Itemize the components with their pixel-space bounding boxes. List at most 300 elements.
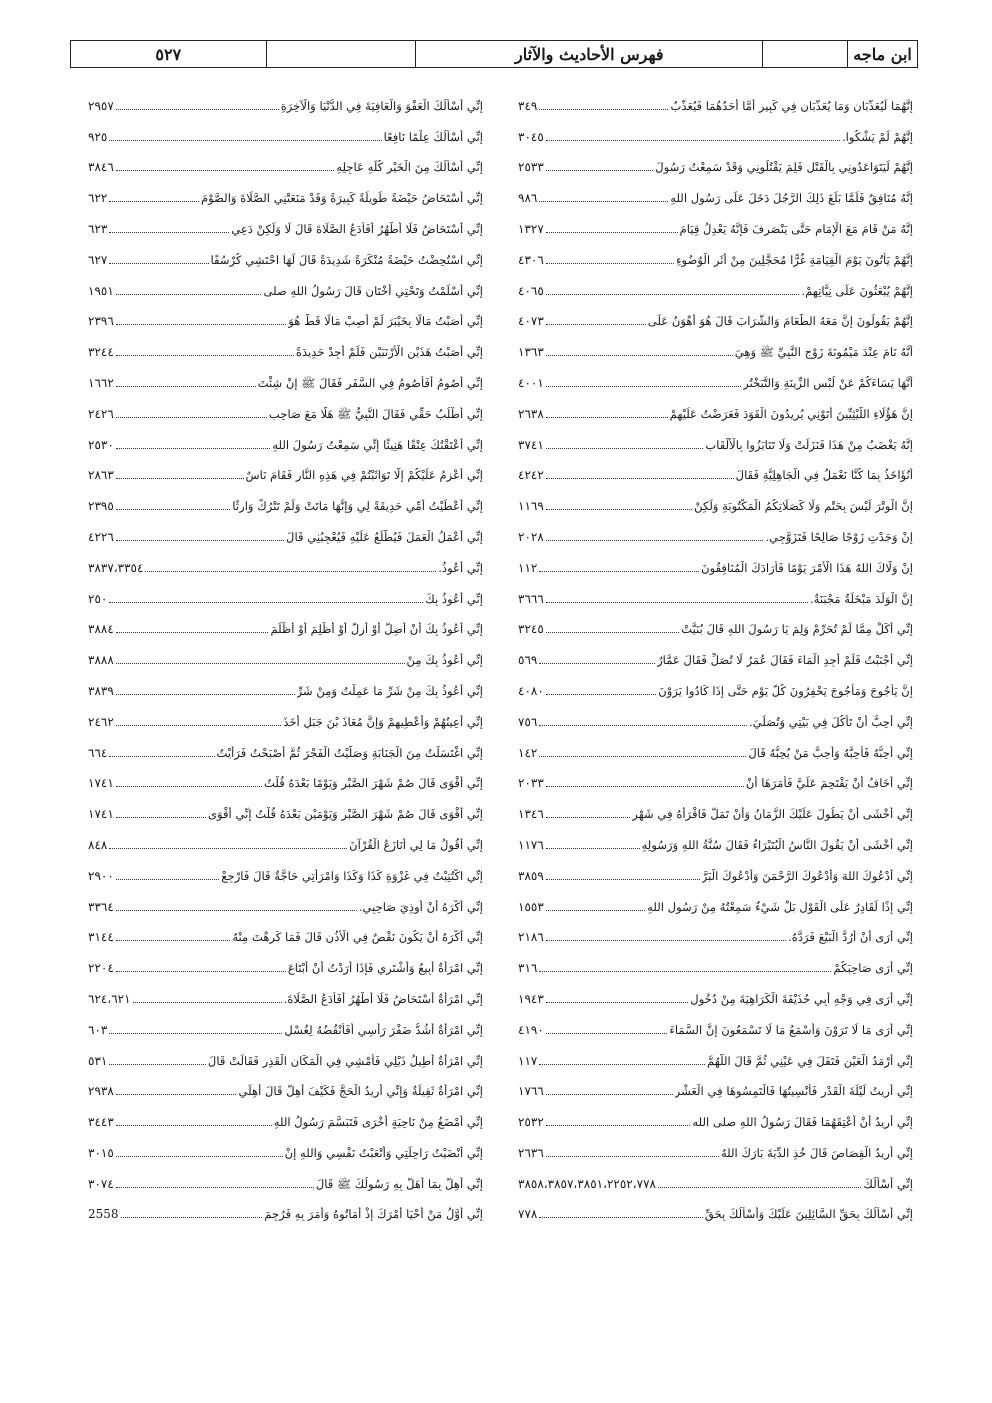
index-entry (518, 144, 913, 175)
hadith-incipit: إِنِّي أَكْرَهُ أَنْ أُوذِيَ صَاحِبِي. (358, 899, 483, 914)
leader-dots (109, 1064, 206, 1065)
leader-dots (546, 602, 808, 603)
index-entry (88, 1037, 483, 1068)
index-entry (518, 1068, 913, 1099)
hadith-incipit: إِنِّي أَعُوذُ بِكَ أَنْ أَضِلَّ أَوْ أَزِلَّ أَوْ أَظْلِمَ أَوْ أُظْلَمَ (270, 622, 483, 637)
hadith-incipit: إِنِّي أَعُوذُ بِكَ مِنْ شَرِّ مَا عَمِلْتُ وَمِنْ شَرِّ (296, 683, 483, 698)
hadith-incipit: إِنَّهُمْ لَمْ يَشْكُوا. (842, 129, 913, 144)
hadith-number: ٢٢٠٤ (88, 961, 114, 976)
leader-dots (546, 694, 656, 695)
hadith-number: ٢٠٣٣ (518, 776, 544, 791)
leader-dots (546, 140, 840, 141)
index-entry (518, 821, 913, 852)
hadith-incipit: إِنِّي أَقُولُ مَا لِي أُنَازَعُ الْقُرْآنَ (349, 837, 483, 852)
hadith-incipit: إِنَّهُمْ لَيَتَوَاعَدُونِي بِالْقَتْلِ فَلِمَ يَقْتُلُونِي وَقَدْ سَمِعْتُ رَسُولَ (655, 160, 913, 175)
hadith-incipit: إِنِّي أَعُوذُ بِكَ مِنْ (406, 653, 483, 668)
index-entry (88, 975, 483, 1006)
index-entry (88, 821, 483, 852)
hadith-incipit: إِنِّي أَخْشَى أَنْ يَطُولَ عَلَيْكَ الزَّمَانُ وَأَنْ تَمَلَّ فَاقْرَأْهُ فِي شَهْرٍ (632, 807, 913, 822)
page-header (70, 40, 918, 68)
index-entry (88, 113, 483, 144)
leader-dots (546, 448, 704, 449)
hadith-incipit: إِنَّ الْوِتْرَ لَيْسَ بِحَتْمٍ وَلَا كَصَلَاتِكُمُ الْمَكْتُوبَةِ وَلَكِنْ (694, 499, 913, 514)
leader-dots (546, 879, 700, 880)
hadith-incipit: إِنِّي امْرَأَةٌ أُسْتَحَاضُ فَلَا أَطْهُرُ أَفَأَدَعُ الصَّلَاةَ. (283, 991, 483, 1006)
hadith-number: ٣٠١٥ (88, 1145, 114, 1160)
index-entry (88, 1006, 483, 1037)
index-entry (518, 667, 913, 698)
leader-dots (116, 971, 286, 972)
hadith-incipit: إِنِّي أَكْرَهُ أَنْ يَكُونَ نَقْصٌ فِي الْأُذُنِ قَالَ فَمَا كَرِهْتَ مِنْهُ (232, 930, 483, 945)
leader-dots (116, 1094, 237, 1095)
hadith-incipit: إِنِّي أَعْزِمُ عَلَيْكُمْ إِلَّا تَوَاثَبْتُمْ فِي هَذِهِ النَّارِ فَقَامَ نَاسٌ (245, 468, 483, 483)
leader-dots (546, 910, 645, 911)
leader-dots (546, 263, 674, 264)
hadith-number: ٢٣٩٦ (88, 314, 114, 329)
leader-dots (116, 786, 262, 787)
index-entry (88, 205, 483, 236)
hadith-incipit: إِنَّهُمْ يُبْعَثُونَ عَلَى نِيَّاتِهِمْ. (801, 283, 913, 298)
index-entry (88, 914, 483, 945)
leader-dots (116, 817, 206, 818)
hadith-incipit: إِنِّي أُعِينُهُمْ وَأُعْطِيهِمْ وَإِنَّ مُعَاذَ بْنَ جَبَلٍ أَخَذَ (283, 714, 483, 729)
leader-dots (539, 1064, 705, 1065)
hadith-incipit: إِنِّي أَسْلَمْتُ وَتَحْتِي أُخْتَانِ قَالَ رَسُولُ اللهِ صلى (263, 283, 483, 298)
hadith-number: ٢٩٣٨ (88, 1084, 114, 1099)
hadith-incipit: إِنِّي أُحِبُّ أَنْ تَأْكُلَ فِي بَيْتِي وَتُصَلِّيَ. (749, 714, 913, 729)
hadith-incipit: إِنِّي أَرَى صَاحِبَكُمْ (833, 961, 913, 976)
hadith-incipit: إِنِّي أَصَبْتُ هَذَيْنِ الْأَرْنَبَيْنِ فَلَمْ أَجِدْ حَدِيدَةً (295, 345, 483, 360)
leader-dots (546, 632, 680, 633)
index-entry (518, 975, 913, 1006)
hadith-number: ٢٩٥٧ (88, 98, 114, 113)
leader-dots (109, 201, 199, 202)
hadith-number: ٦٢٤،٦٢١ (88, 991, 131, 1006)
hadith-number: ٢٣٩٥ (88, 499, 114, 514)
hadith-number: ١١٧ (518, 1053, 538, 1068)
index-entry (88, 328, 483, 359)
index-entry (518, 390, 913, 421)
hadith-number: ١٣٢٧ (518, 221, 544, 236)
index-entry (518, 1129, 913, 1160)
hadith-number: ٣١٦ (518, 961, 538, 976)
hadith-number: ٢١٨٦ (518, 930, 544, 945)
index-entry (518, 698, 913, 729)
index-entry (518, 482, 913, 513)
hadith-incipit: إِنِّي أَصُومُ أَفَأَصُومُ فِي السَّفَرِ فَقَالَ ﷺ إِنْ شِئْتَ (257, 375, 483, 390)
leader-dots (109, 232, 229, 233)
leader-dots (546, 940, 786, 941)
index-entry (88, 82, 483, 113)
hadith-incipit: إِنِّي أَسْأَلُكَ بِحَقِّ السَّائِلِينَ عَلَيْكَ وَأَسْأَلُكَ بِحَقِّ (704, 1207, 913, 1222)
index-entry (88, 698, 483, 729)
hadith-incipit: إِنَّهُمَا لَيُعَذَّبَانِ وَمَا يُعَذَّبَانِ فِي كَبِيرٍ أَمَّا أَحَدُهُمَا فَيُعَذَّبُ (670, 98, 913, 113)
leader-dots (109, 756, 214, 757)
leader-dots (109, 848, 347, 849)
leader-dots (109, 1033, 282, 1034)
hadith-incipit: إِنِّي أَصَبْتُ مَالًا بِخَيْبَرَ لَمْ أُصِبْ مَالًا قَطُّ هُوَ (288, 314, 483, 329)
hadith-incipit: إِنِّي أَقْوَى قَالَ صُمْ شَهْرَ الصَّبْرِ وَيَوْمَيْنِ بَعْدَهُ قُلْتُ إِنِّي أَقْوَى (207, 807, 483, 822)
hadith-incipit: إِنِّي امْرَأَةٌ ثَقِيلَةٌ وَإِنِّي أُرِيدُ الْحَجَّ فَكَيْفَ أُهِلُّ قَالَ أَهِلِّي (238, 1084, 483, 1099)
index-entry (518, 452, 913, 483)
hadith-number: ٦٠٣ (88, 1022, 108, 1037)
index-entry (518, 236, 913, 267)
hadith-number: ١٧٦٦ (518, 1084, 544, 1099)
index-entry (518, 1006, 913, 1037)
hadith-incipit: أَنَّهُ نَامَ عِنْدَ مَيْمُونَةَ زَوْجِ النَّبِيِّ ﷺ وَهِيَ (734, 345, 913, 360)
leader-dots (546, 848, 640, 849)
header-empty-cell (762, 41, 847, 67)
hadith-incipit: إِنِّي أَسْأَلُكَ الْعَفْوَ وَالْعَافِيَةَ فِي الدُّنْيَا وَالْآخِرَةِ (280, 98, 483, 113)
hadith-incipit: إِنَّ يَأْجُوجَ وَمَأْجُوجَ يَحْفِرُونَ كُلَّ يَوْمٍ حَتَّى إِذَا كَادُوا يَرَوْنَ (658, 683, 913, 698)
hadith-number: ٦٢٣ (88, 221, 108, 236)
hadith-number: ١١٢ (518, 560, 538, 575)
hadith-incipit: إِنِّي أَعُوذُ. (438, 560, 483, 575)
leader-dots (546, 540, 764, 541)
hadith-incipit: إِنِّي اسْتُحِضْتُ حَيْضَةً مُنْكَرَةً شَدِيدَةً قَالَ لَهَا احْتَشِي كُرْسُفًا (210, 252, 483, 267)
hadith-number: ٤١٩٠ (518, 1022, 544, 1037)
hadith-number: ٤٣٠٦ (518, 252, 544, 267)
hadith-incipit: إِنِّي أَعُوذُ بِكَ (425, 591, 483, 606)
hadith-incipit: إِنِّي أُرِيدُ الْقِصَاصَ قَالَ خُذِ الدِّيَةَ بَارَكَ اللهُ (720, 1145, 913, 1160)
hadith-incipit: إِنِّي أَعْطَيْتُ أُمِّي حَدِيقَةً لِي وَإِنَّهَا مَاتَتْ وَلَمْ تَتْرُكْ وَارِثًا (232, 499, 483, 514)
index-entry (88, 575, 483, 606)
hadith-incipit: إِنِّي أَعْمَلُ الْعَمَلَ فَيُطَّلَعُ عَلَيْهِ فَيُعْجِبُنِي قَالَ (286, 529, 483, 544)
hadith-incipit: إِنِّي أُحِبُّهُ فَأَحِبَّهُ وَأَحِبَّ مَنْ يُحِبُّهُ قَالَ (748, 745, 913, 760)
leader-dots (546, 232, 678, 233)
index-title: فهرس الأحاديث والآثار (415, 41, 762, 67)
hadith-number: ٩٨٦ (518, 191, 538, 206)
index-entry (88, 1068, 483, 1099)
index-entry (88, 636, 483, 667)
leader-dots (546, 170, 653, 171)
index-entry (88, 236, 483, 267)
hadith-number: ٧٥٦ (518, 714, 538, 729)
hadith-number: ١٧٤١ (88, 807, 114, 822)
index-entry (88, 667, 483, 698)
leader-dots (546, 1094, 673, 1095)
hadith-number: ٤٠٦٥ (518, 283, 544, 298)
hadith-incipit: إِنَّهُمْ يَأْتُونَ يَوْمَ الْقِيَامَةِ غُرًّا مُحَجَّلِينَ مِنْ أَثَرِ الْوُضُوءِ (676, 252, 913, 267)
leader-dots (539, 725, 747, 726)
hadith-incipit: إِنِّي أَدْعُوكَ اللهَ وَأَدْعُوكَ الرَّحْمَنَ وَأَدْعُوكَ الْبَرَّ (701, 868, 913, 883)
index-entry (518, 852, 913, 883)
hadith-number: ١٩٤٣ (518, 991, 544, 1006)
leader-dots (546, 294, 800, 295)
hadith-number: ٤٠٠١ (518, 375, 544, 390)
hadith-incipit: إِنِّي أَرَى فِي وَجْهِ أَبِي حُذَيْفَةَ الْكَرَاهِيَةَ مِنْ دُخُولِ (690, 991, 913, 1006)
leader-dots (116, 448, 271, 449)
leader-dots (133, 1002, 282, 1003)
hadith-number: ٢٥٣٠ (88, 437, 114, 452)
leader-dots (121, 1217, 263, 1218)
hadith-number: ١٣٦٣ (518, 345, 544, 360)
hadith-number: ١١٧٦ (518, 837, 544, 852)
index-entry (518, 760, 913, 791)
leader-dots (116, 109, 279, 110)
leader-dots (116, 294, 262, 295)
hadith-number: ١٥٥٣ (518, 899, 544, 914)
index-entry (518, 790, 913, 821)
hadith-incipit: إِنِّي أُرِيتُ لَيْلَةَ الْقَدْرِ فَأُنْسِيتُهَا فَالْتَمِسُوهَا فِي الْعَشْرِ (674, 1084, 913, 1099)
index-entry (518, 575, 913, 606)
leader-dots (546, 324, 646, 325)
index-entry (518, 1098, 913, 1129)
index-entry (518, 729, 913, 760)
hadith-incipit: إِنِّي امْرَأَةٌ أَبِيعُ وَأَشْتَرِي فَإِذَا أَرَدْتُ أَنْ أَبْتَاعَ (287, 961, 483, 976)
hadith-number: ٣٨٣٩ (88, 683, 114, 698)
hadith-number: ٤٠٨٠ (518, 683, 544, 698)
index-entry (518, 883, 913, 914)
leader-dots (109, 602, 423, 603)
leader-dots (546, 509, 692, 510)
hadith-incipit: إِنَّهُ يَغْضَبُ مِنْ هَذَا فَنَزَلَتْ وَلَا تَنَابَزُوا بِالْأَلْقَابِ (705, 437, 913, 452)
hadith-number: ٢٥٠ (88, 591, 108, 606)
leader-dots (539, 571, 699, 572)
leader-dots (116, 725, 282, 726)
index-entry (518, 205, 913, 236)
index-entry (88, 760, 483, 791)
hadith-incipit: إِنِّي أَمْضَغُ مِنْ نَاحِيَةٍ أُخْرَى فَتَبَسَّمَ رَسُولُ اللهِ (273, 1115, 483, 1130)
hadith-incipit: إِنِّي أَعْتَقْتُكَ عِتْقًا هَنِيئًا إِنِّي سَمِعْتُ رَسُولَ اللهِ (272, 437, 483, 452)
index-entry (88, 421, 483, 452)
hadith-incipit: إِنْ وَلَّاكَ اللهُ هَذَا الْأَمْرَ يَوْمًا فَأَرَادَكَ الْمُنَافِقُونَ (701, 560, 913, 575)
leader-dots (116, 694, 295, 695)
index-entry (88, 174, 483, 205)
index-entry (88, 1191, 483, 1222)
index-entry (518, 1160, 913, 1191)
hadith-number: ٢٤٦٢ (88, 714, 114, 729)
hadith-incipit: إِنَّهُ مَنْ قَامَ مَعَ الْإِمَامِ حَتَّى يَنْصَرِفَ فَإِنَّهُ يَعْدِلُ قِيَامَ (679, 221, 913, 236)
index-entry (518, 82, 913, 113)
hadith-incipit: إِنِّي أَرَى أَنْ أَرُدَّ الْبَيْعَ فَرَدَّهُ. (788, 930, 913, 945)
leader-dots (116, 170, 334, 171)
index-entry (518, 606, 913, 637)
hadith-number: ١٧٤١ (88, 776, 114, 791)
leader-dots (546, 386, 741, 387)
hadith-number: ٢٥٣٢ (518, 1115, 544, 1130)
right-column (518, 82, 913, 1221)
hadith-number: ١٩٥١ (88, 283, 114, 298)
hadith-incipit: إِنِّي أَسْأَلُكَ مِنَ الْخَيْرِ كُلِّهِ عَاجِلِهِ (336, 160, 483, 175)
hadith-incipit: إِنِّي أَرَى مَا لَا تَرَوْنَ وَأَسْمَعُ مَا لَا تَسْمَعُونَ إِنَّ السَّمَاءَ (669, 1022, 913, 1037)
hadith-number: ٣٨٣٧،٣٣٥٤ (88, 560, 144, 575)
hadith-number: ١٣٤٦ (518, 807, 544, 822)
hadith-number: ٦٢٢ (88, 191, 108, 206)
index-entry (88, 359, 483, 390)
left-column (88, 82, 483, 1221)
hadith-incipit: إِنِّي أَجْنَبْتُ فَلَمْ أَجِدِ الْمَاءَ فَقَالَ عُمَرُ لَا تُصَلِّ فَقَالَ عَمَّارٌ (657, 653, 913, 668)
leader-dots (109, 263, 208, 264)
leader-dots (116, 1187, 314, 1188)
hadith-incipit: إِنِّي أُهِلُّ بِمَا أَهَلَّ بِهِ رَسُولُكَ ﷺ قَالَ (315, 1176, 483, 1191)
index-entry (518, 544, 913, 575)
index-entry (518, 636, 913, 667)
index-entry (518, 513, 913, 544)
hadith-number: ٣٣٦٤ (88, 899, 114, 914)
leader-dots (546, 1033, 668, 1034)
hadith-incipit: أَنُؤَاخَذُ بِمَا كُنَّا نَعْمَلُ فِي الْجَاهِلِيَّةِ فَقَالَ (735, 468, 913, 483)
hadith-number: ٢٨٦٣ (88, 468, 114, 483)
leader-dots (116, 910, 357, 911)
leader-dots (116, 417, 267, 418)
index-entry (518, 914, 913, 945)
index-entry (518, 298, 913, 329)
hadith-number: ٤٢٢٦ (88, 529, 114, 544)
book-name: ابن ماجه (847, 41, 917, 67)
hadith-number: ٢٦٣٨ (518, 406, 544, 421)
hadith-number: ٣٢٤٥ (518, 622, 544, 637)
header-empty-cell (266, 41, 416, 67)
hadith-number: ٥٣١ (88, 1053, 108, 1068)
leader-dots (546, 1156, 719, 1157)
hadith-incipit: إِنَّهُمْ يَقُولُونَ إِنَّ مَعَهُ الطَّعَامَ وَالشَّرَابَ قَالَ هُوَ أَهْوَنُ عَلَى (647, 314, 913, 329)
hadith-number: ٣٠٤٥ (518, 129, 544, 144)
hadith-number: ٨٤٨ (88, 837, 108, 852)
hadith-number: ٢٥٣٣ (518, 160, 544, 175)
page-number: ٥٢٧ (155, 44, 182, 64)
index-entry (88, 1129, 483, 1160)
index-entry (88, 544, 483, 575)
leader-dots (116, 1156, 283, 1157)
leader-dots (116, 540, 284, 541)
leader-dots (539, 663, 655, 664)
hadith-number: ١٤٢ (518, 745, 538, 760)
hadith-number: ٤٢٤٢ (518, 468, 544, 483)
hadith-number: ٣٨٤٦ (88, 160, 114, 175)
hadith-incipit: إِنِّي أَسْأَلُكَ عِلْمًا نَافِعًا (383, 129, 483, 144)
leader-dots (546, 786, 744, 787)
hadith-incipit: إِنِّي أَخْشَى أَنْ يَقُولَ النَّاسُ الْبُتَيْرَاءُ فَقَالَ سُنَّةُ اللهِ وَرَسُولِهِ (641, 837, 913, 852)
leader-dots (116, 324, 287, 325)
index-entry (88, 513, 483, 544)
index-entry (518, 174, 913, 205)
hadith-incipit: إِنَّ هَؤُلَاءِ اللَّيْثِيِّينَ أَتَوْنِي يُرِيدُونَ الْقَوَدَ فَعَرَضْتُ عَلَيْهِمْ (669, 406, 913, 421)
hadith-incipit: إِنِّي أُسْتَحَاضُ فَلَا أَطْهُرُ أَفَأَدَعُ الصَّلَاةَ قَالَ لَا وَلَكِنْ دَعِي (231, 221, 483, 236)
leader-dots (539, 109, 668, 110)
hadith-number: ١٦٦٢ (88, 375, 114, 390)
index-entry (88, 1160, 483, 1191)
hadith-number: ٢٩٠٠ (88, 868, 114, 883)
hadith-number: ٤٠٧٣ (518, 314, 544, 329)
hadith-number: ٢٦٣٦ (518, 1145, 544, 1160)
hadith-incipit: إِنَّهُ مُنَافِقٌ فَلَمَّا بَلَغَ ذَلِكَ الرَّجُلَ دَخَلَ عَلَى رَسُولِ اللهِ (670, 191, 913, 206)
index-entry (518, 359, 913, 390)
hadith-number: ٩٢٥ (88, 129, 108, 144)
index-entry (88, 852, 483, 883)
hadith-incipit: إِنِّي أَسْأَلُكَ (863, 1176, 913, 1191)
hadith-incipit: إِنِّي أَخَافُ أَنْ يَقْتَحِمَ عَلَيَّ فَأَمَرَهَا أَنْ (745, 776, 913, 791)
index-entry (88, 298, 483, 329)
hadith-number: ٣٨٨٤ (88, 622, 114, 637)
hadith-incipit: إِنِّي أَطْلُبُ حَقِّي فَقَالَ النَّبِيُّ ﷺ هَلَّا مَعَ صَاحِبِ (268, 406, 483, 421)
leader-dots (546, 355, 733, 356)
hadith-number: ٢٠٢٨ (518, 529, 544, 544)
hadith-incipit: إِنِّي أُسْتَحَاضُ حَيْضَةً طَوِيلَةً كَبِيرَةً وَقَدْ مَنَعَتْنِي الصَّلَاةَ وَالصَّوْمَ (200, 191, 483, 206)
hadith-incipit: إِنِّي أَنْضَيْتُ رَاحِلَتِي وَأَتْعَبْتُ نَفْسِي وَاللهِ إِنْ (284, 1145, 483, 1160)
leader-dots (116, 879, 220, 880)
index-entry (518, 113, 913, 144)
leader-dots (116, 940, 231, 941)
leader-dots (539, 1217, 702, 1218)
hadith-incipit: إِنِّي امْرَأَةٌ أُطِيلُ ذَيْلِي فَأَمْشِي فِي الْمَكَانِ الْقَذِرِ فَقَالَتْ قَالَ (207, 1053, 483, 1068)
hadith-incipit: إِنِّي إِذًا لَقَادِرٌ عَلَى الْقَوْلِ بَلْ شَيْءٌ سَمِعْتُهُ مِنْ رَسُولِ اللهِ (647, 899, 913, 914)
index-entry (88, 729, 483, 760)
hadith-number: ٢٤٢٦ (88, 406, 114, 421)
hadith-number: ٣٧٤١ (518, 437, 544, 452)
leader-dots (116, 632, 269, 633)
index-entry (88, 267, 483, 298)
leader-dots (116, 478, 244, 479)
index-entry (518, 1191, 913, 1222)
hadith-number: ٦٦٤ (88, 745, 108, 760)
hadith-number: ٧٧٨ (518, 1207, 538, 1222)
hadith-number: ٣٤٩ (518, 98, 538, 113)
leader-dots (109, 140, 381, 141)
leader-dots (539, 971, 831, 972)
hadith-incipit: إِنِّي اغْتَسَلْتُ مِنَ الْجَنَابَةِ وَصَلَّيْتُ الْفَجْرَ ثُمَّ أَصْبَحْتُ فَرَأَيْتُ (216, 745, 483, 760)
hadith-incipit: إِنْ وَجَدْتِ زَوْجًا صَالِحًا فَتَزَوَّجِي. (765, 529, 913, 544)
hadith-number: ٣٨٥٩ (518, 868, 544, 883)
hadith-incipit: إِنِّي امْرَأَةٌ أَشُدُّ ضَفْرَ رَأْسِي أَفَأَنْقُضُهُ لِغُسْلٍ (284, 1022, 483, 1037)
leader-dots (116, 1125, 272, 1126)
leader-dots (546, 817, 631, 818)
hadith-incipit: إِنِّي أَرْمَدُ الْعَيْنِ فَتَفَلَ فِي عَيْنِي ثُمَّ قَالَ اللَّهُمَّ (707, 1053, 913, 1068)
hadith-number: 2558 (88, 1207, 119, 1222)
leader-dots (539, 756, 746, 757)
hadith-number: ٣١٤٤ (88, 930, 114, 945)
leader-dots (539, 201, 668, 202)
index-entry (88, 790, 483, 821)
hadith-number: ٣٦٦٦ (518, 591, 544, 606)
leader-dots (546, 1002, 688, 1003)
leader-dots (658, 1187, 861, 1188)
hadith-incipit: إِنِّي اكْتُتِبْتُ فِي غَزْوَةِ كَذَا وَكَذَا وَامْرَأَتِي حَاجَّةٌ قَالَ فَارْجِعْ (221, 868, 483, 883)
hadith-incipit: إِنِّي أَكَلْ مِمَّا لَمْ تُحَرِّمْ وَلِمَ يَا رَسُولَ اللهِ قَالَ بُنَيَّتْ (681, 622, 913, 637)
index-entry (518, 421, 913, 452)
hadith-incipit: إِنِّي أَقْوَى قَالَ صُمْ شَهْرَ الصَّبْرِ وَيَوْمًا بَعْدَهُ قُلْتُ (264, 776, 483, 791)
index-entry (88, 606, 483, 637)
leader-dots (116, 386, 256, 387)
leader-dots (546, 1125, 691, 1126)
index-entry (88, 944, 483, 975)
hadith-number: ٥٦٩ (518, 653, 538, 668)
hadith-number: ٦٢٧ (88, 252, 108, 267)
index-entry (518, 1037, 913, 1068)
hadith-number: ٣٤٤٣ (88, 1115, 114, 1130)
index-entry (88, 390, 483, 421)
hadith-incipit: إِنِّي أَوَّلُ مَنْ أَحْيَا أَمْرَكَ إِذْ أَمَاتُوهُ وَأَمَرَ بِهِ فَرُجِمَ (264, 1207, 483, 1222)
index-entry (88, 482, 483, 513)
hadith-number: ٣٨٥٨،٣٨٥٧،٣٨٥١،٢٢٥٢،٧٧٨ (518, 1176, 656, 1191)
leader-dots (145, 571, 436, 572)
index-entry (88, 144, 483, 175)
index-entry (518, 944, 913, 975)
hadith-number: ٣٢٤٤ (88, 345, 114, 360)
index-entry (88, 452, 483, 483)
hadith-incipit: أَنَّهَا يَسَاءَكُمْ عَنْ لُبْسِ الزِّينَةِ وَالتَّبَخْتُرِ (743, 375, 913, 390)
hadith-incipit: إِنِّي أُرِيدُ أَنْ أُعْتِقَهُمَا فَقَالَ رَسُولُ اللهِ صلى الله (692, 1115, 913, 1130)
leader-dots (116, 663, 405, 664)
leader-dots (546, 417, 668, 418)
index-entry (88, 1098, 483, 1129)
leader-dots (116, 509, 231, 510)
hadith-number: ٣٠٧٤ (88, 1176, 114, 1191)
index-entry (88, 883, 483, 914)
index-entry (518, 267, 913, 298)
leader-dots (116, 355, 294, 356)
hadith-incipit: إِنَّ الْوَلَدَ مَبْخَلَةٌ مَجْبَنَةٌ. (810, 591, 913, 606)
